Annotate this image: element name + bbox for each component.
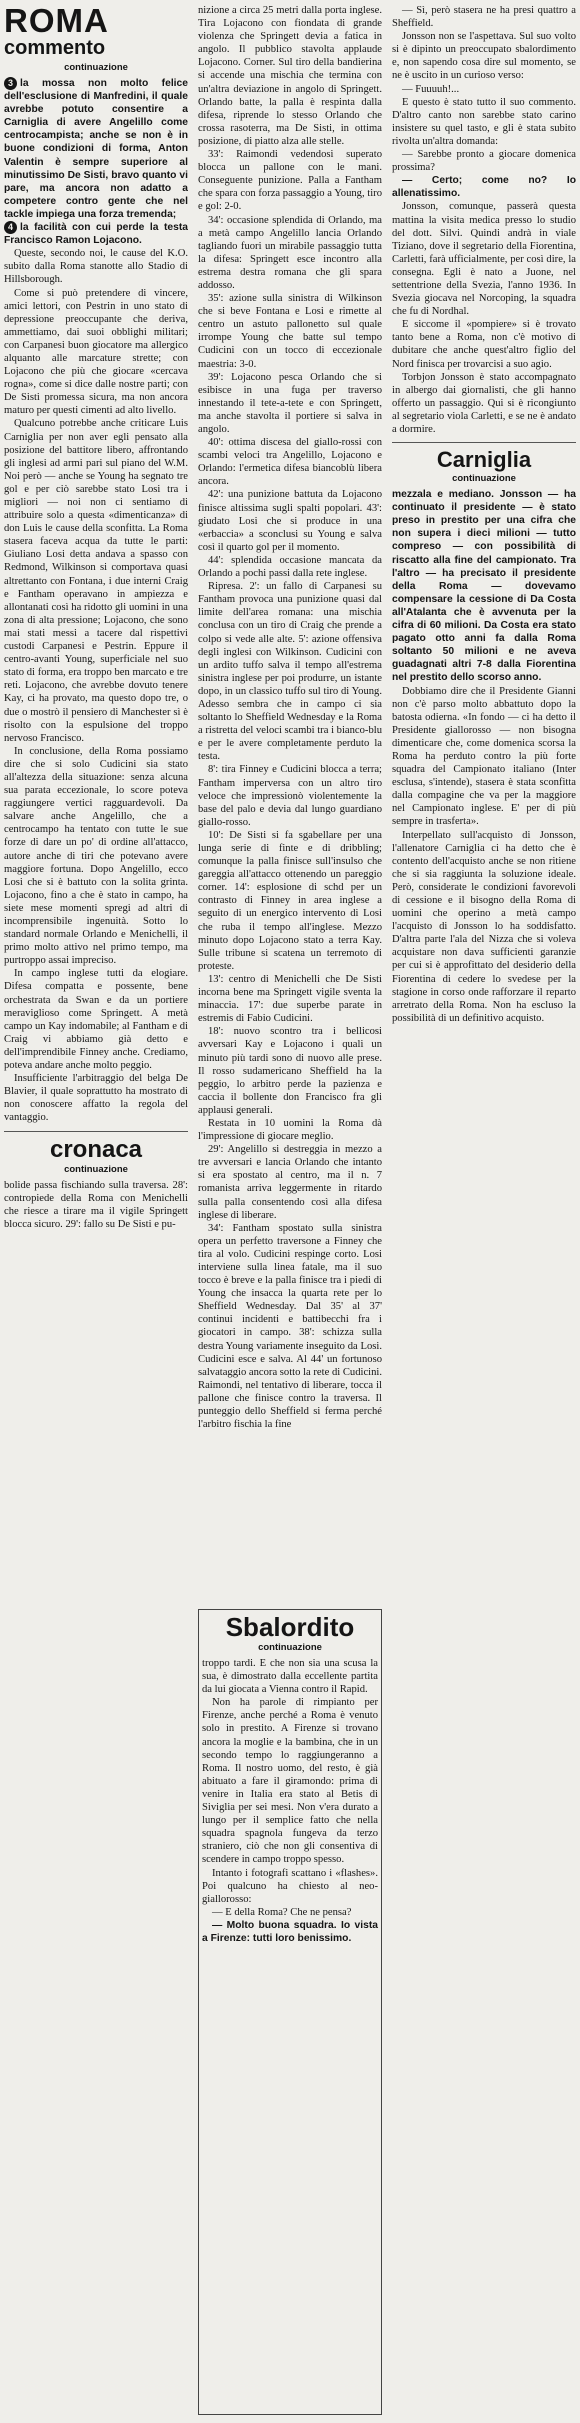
roma-headline: ROMA — [4, 4, 109, 39]
cronaca-paragraph: 29': Angelillo si destreggia in mezzo a tre avversari e lancia Orlando che intanto si era spostato al centro, ma il n. 7 romanista arriva leggermente in ritardo sulla palla consentendo così alla difesa inglese di liberare. — [198, 1144, 382, 1221]
commento-paragraph: In campo inglese tutti da elogiare. Difesa compatta e possente, bene orchestrata da Swan e da un portiere meraviglioso come Springett. A metà campo un Kay indomabile; al Fantham e di Craig vi abbiamo già detto e dell'imprendibile Finney anche. Crediamo, poteva andare anche molto peggio. — [4, 968, 188, 1072]
sbalordito-continued-paragraph: E questo è stato tutto il suo commento. D'altro canto non sarebbe stato carino insistere su quel tasto, e gli è stata subito rivolta un'altra domanda: — [392, 96, 576, 147]
sbalordito-continuazione-label: continuazione — [258, 1642, 322, 1653]
point-3-text: la mossa non molto felice dell'esclusione di Manfredini, il quale avrebbe potuto consentire a Carniglia di avere Angelillo come centrocampista; anche se non è in buone condizioni di forma, Anton Valentin è sempre superiore al minutissimo De Sisti, bravo quanto vi pare, ma ancora non adatto a competere contro gente che nel tackle impiega una forza tremenda; — [4, 78, 188, 220]
column-1 — [4, 4, 188, 2415]
carniglia-paragraph: Interpellato sull'acquisto di Jonsson, l'allenatore Carniglia ci ha detto che è contento dell'acquisto anche se non ritiene che si sia raggiunta la soluzione ideale. Però, considerate le condizioni favorevoli di cessione e il bisogno della Roma di uomini che operino a metà campo l'acquisto di Jonsson lo ha soddisfatto. D'altra parte l'ala del Nizza che si voleva acquistare non dava sufficienti garanzie per cui si è approfittato del desiderio della Fiorentina di cedere lo svedese per la stagione in corso onde rafforzare il reparto arretrato della Roma. Non ha escluso la possibilità di un definitivo acquisto. — [392, 829, 576, 1024]
commento-paragraph: Come si può pretendere di vincere, amici lettori, con Pestrin in uno stato di depressione preoccupante che deriva, ammettiamo, dai suoi obblighi militari; con Carpanesi buon giocatore ma allergico alquanto alle marcature strette; con Lojacono che più che giocare «cercava rogna», come si dice dalle nostre parti; con De Sisti promessa sicura, ma non ancora maturo per questi cimenti ad alto livello. — [4, 287, 188, 417]
cronaca-paragraph: nizione a circa 25 metri dalla porta inglese. Tira Lojacono con fiondata di grande violenza che Springett devia a fatica in angolo. Il pubblico stavolta applaude Lojacono. Corner. Sul tiro della bandierina si accende una mischia che termina con un'altra deviazione in angolo di Springett. Orlando batte, la palla è respinta dalla difesa, riprende lo stesso Orlando che crossa rasoterra, ma De Sisti, in ottima posizione, di piatto alza alle stelle. — [198, 5, 382, 147]
cronaca-paragraph: 42': una punizione battuta da Lojacono finisce altissima sugli spalti popolari. 43': giudato Losi che si produce in una «erbaccia» a sconclusi su Young e salva così il quarto gol per il momento. — [198, 489, 382, 553]
carniglia-paragraph: Dobbiamo dire che il Presidente Gianni non c'è parso molto abbattuto dopo la batosta odierna. «In fondo — ci ha detto il Presidente giallorosso — non bisogna dimenticare che, come domenica scorsa la Roma ha perduto contro la più forte squadra del Campionato italiano (Inter esclusa, s'intende), stasera è stata sconfitta dalla compagine che va per la maggiore nel Campionato inglese. E' per di più sempre in trasferta». — [392, 685, 576, 828]
number-3-badge: 3 — [4, 77, 17, 90]
section-divider — [392, 442, 576, 443]
sbalordito-paragraph: — E della Roma? Che ne pensa? — [212, 1906, 352, 1918]
continuazione-label: continuazione — [64, 62, 128, 73]
cronaca-paragraph: 34': occasione splendida di Orlando, ma a metà campo Angelillo lancia Orlando tagliando fuori un mirabile passaggio tutta la difesa: Springett esce incontro alla estrema destra romana che gli spara addosso. — [198, 214, 382, 291]
cronaca-paragraph: bolide passa fischiando sulla traversa. 28': contropiede della Roma con Menichelli che riesce a tirare ma il vigile Springett blocca sicuro. 29': fallo su De Sisti e pu- — [4, 1179, 188, 1230]
commento-paragraph: Queste, secondo noi, le cause del K.O. subito dalla Roma stanotte allo Stadio di Hillsborough. — [4, 248, 188, 286]
newspaper-page — [4, 4, 576, 2415]
column-2 — [198, 4, 382, 2415]
cronaca-paragraph: 18': nuovo scontro tra i bellicosi avversari Kay e Lojacono i quali un minuto più tardi sono di nuovo alle prese. Il rosso sudamericano Sheffield ha la peggio, lo arbitro perde la pazienza e caccia il bollente don Francisco fra gli applausi generali. — [198, 1026, 382, 1116]
cronaca-paragraph: 34': Fantham spostato sulla sinistra opera un perfetto traversone a Finney che tira al volo. Cudicini respinge corto. Losi interviene sulla linea fatale, ma il suo tocco è breve e la palla finisce tra i piedi di Young che insacca la quarta rete per lo Sheffield Wednesday. Dal 35' al 37' continui incidenti e battibecchi fra i giocatori in campo. 38': schizza sulla destra Young variamente inseguito da Losi. Cudicini esce e salva. Al 44' un fortunoso salvataggio ancora sotto la rete di Cudicini. Raimondi, nel tentativo di liberare, tocca il pallone che finisce contro la traversa. Il punteggio dello Sheffield si ferma perché l'arbitro fischia la fine — [198, 1222, 382, 1431]
sbalordito-paragraph: Non ha parole di rimpianto per Firenze, anche perché a Roma è venuto solo in prestito. A Firenze si trovano ancora la moglie e la bambina, che in un secondo tempo lo raggiungeranno a Roma. Il nostro uomo, del resto, è già abituato a fare il giramondo: prima di venire in Italia era stato al Betis di Siviglia per sei mesi. Non v'era durato a lungo per il semplice fatto che nella squadra spagnola fungeva da terzo straniero, ciò che non gli consentiva di scendere in campo troppo spesso. — [202, 1697, 378, 1866]
cronaca-paragraph: Ripresa. 2': un fallo di Carpanesi su Fantham provoca una punizione quasi dal limite dell'area romana: una mischia conclusa con un tiro di Craig che prende a colpo si vede alle alte. 5': azione offensiva degli inglesi con Wilkinson. Cudicini con un ardito tuffo salva il tempo all'estrema sinistra inglese per poi produrre, un istante dopo, in un classico tuffo sul tiro di Young. Adesso sembra che in campo ci sia soltanto lo Sheffield Wednesday e la Roma a ristretta del veloci scambi tra i bianco-blu e per le avere completamente perduto la testa. — [198, 581, 382, 763]
sbalordito-paragraph: Intanto i fotografi scattano i «flashes». Poi qualcuno ha chiesto al neo-giallorosso: — [202, 1867, 378, 1905]
sbalordito-paragraph: troppo tardi. E che non sia una scusa la sua, è dimostrato dalla eccellente partita da lui giocata a Vienna contro il Rapid. — [202, 1658, 378, 1696]
sbalordito-continued-paragraph: Jonsson non se l'aspettava. Sul suo volto si è dipinto un preoccupato sbalordimento e, non sapendo cosa dire sul momento, se ne è uscito in un curioso verso: — [392, 31, 576, 82]
sbalordito-continued-paragraph: — Sì, però stasera ne ha presi quattro a Sheffield. — [392, 5, 576, 30]
carniglia-headline: Carniglia — [436, 447, 532, 473]
section-divider — [4, 1131, 188, 1132]
cronaca-paragraph: 40': ottima discesa del giallo-rossi con scambi veloci tra Angelillo, Lojacono e Orlando: l'ermetica difesa biancoblù libera ancora. — [198, 437, 382, 488]
carniglia-continuazione-label: continuazione — [452, 473, 516, 485]
commento-paragraph: In conclusione, della Roma possiamo dire che si solo Cudicini sia stato all'altezza della situazione: senza alcuna sua parata eccezionale, lo score poteva raggiungere vertici ragguardevoli. Da salvare anche Angelillo, che a centrocampo ha tentato con tutte le sue forze di dare un po' di ordine all'attacco, autore anche di tiri che potevano avere maggiore fortuna. Dopo Angelillo, ecco Losi che si è battuto con la solita grinta. Lojacono, fino a che è stato in campo, ha siete mese momenti spregi ad altri di incomprensibile ingenuità. Sotto lo standard normale Orlando e Menichelli, il primo molto attivo nel primo tempo, ma purtroppo assai impreciso. — [4, 745, 188, 967]
cronaca-paragraph: 13': centro di Menichelli che De Sisti incorna bene ma Springett vigile sventa la minaccia. 17': due superbe parate in estremis di Fabio Cudicini. — [198, 973, 382, 1025]
cronaca-paragraph: 39': Lojacono pesca Orlando che si esibisce in una fuga per traverso innestando il tete-a-tete e con Springett, ma anche stavolta il portiere si salva in angolo. — [198, 371, 382, 435]
sbalordito-continued-paragraph: Torbjon Jonsson è stato accompagnato in albergo dai giornalisti, che gli hanno offerto un passaggio. Qui si è ricongiunto al segretario viola Carletti, e se ne è andato a dormire. — [392, 371, 576, 435]
cronaca-paragraph: Restata in 10 uomini la Roma dà l'impressione di giocare meglio. — [198, 1117, 382, 1143]
point-4-text: la facilità con cui perde la testa Francisco Ramon Lojacono. — [4, 222, 188, 247]
commento-subheadline: commento — [4, 37, 106, 59]
commento-paragraph: Qualcuno potrebbe anche criticare Luis Carniglia per non aver egli pensato alla posizione del battitore libero, affrontando gli inglesi ad armi pari sul piano del W.M. Noi però — anche se Young ha segnato tre gol e per ciò sarebbe stato Losi tra i migliori — noi non ci sentiamo di attribuire solo a questa «dimenticanza» di don Luis le cause della sconfitta. La Roma stasera faceva acqua da tutte le parti: Giuliano Losi detta andava a spasso con Redmond, Wilkinson si comportava quasi altrettanto con Fontana, i due interni Craig e Fantham operavano in ampiezza e allontanati così ha ridotto gli uomini in una zona di alta pressione; Lojacono, che sono mai stati messi a tacere dal rispettivi custodi Carpanesi e Pestrin. Eppure il centro-avanti Young, superficiale nel suo stato di forma, era troppo ben marcato e tre reti. Lojacono, che avrebbe dovuto tenere Kay, ci ha provato, ma questo dopo tre, o due o mostrò il pensiero di Manchester sì è risolto con la espulsione del troppo nervoso Francisco. — [4, 418, 188, 744]
column-3 — [392, 4, 576, 2415]
sbalordito-paragraph: — Molto buona squadra. Io vista a Firenze: tutti loro benissimo. — [202, 1919, 378, 1944]
cronaca-continuazione-label: continuazione — [64, 1163, 128, 1175]
sbalordito-continued-paragraph: — Sarebbe pronto a giocare domenica prossima? — [392, 149, 576, 174]
cronaca-paragraph: 44': splendida occasione mancata da Orlando a pochi passi dalla rete inglese. — [198, 554, 382, 580]
sbalordito-continued-paragraph: Jonsson, comunque, passerà questa mattina la visita medica presso lo studio del dott. Silvi. Quindi andrà in viale Tiziano, dove il segretario della Fiorentina, Carletti, farà ufficialmente, per così dire, la consegna. Egli è nato a Juone, nel settentrione della Svezia, l'anno 1936. In Svezia giocava nel Norcoping, la squadra che fu di Nordhal. — [392, 201, 576, 318]
point-4 — [4, 221, 188, 247]
sbalordito-continued-paragraph: — Certo; come no? Io allenatissimo. — [392, 175, 576, 200]
sbalordito-headline: Sbalordito — [225, 1612, 355, 1642]
point-3 — [4, 77, 188, 221]
cronaca-paragraph: 35': azione sulla sinistra di Wilkinson che si beve Fontana e Losi e rimette al centro un astuto pallonetto sul quale irrompe Young che batte sul tempo Cudicini con un tocco di eccezionale maestria: 3-0. — [198, 293, 382, 370]
cronaca-headline: cronaca — [49, 1135, 143, 1163]
number-4-badge: 4 — [4, 221, 17, 234]
commento-paragraph: Insufficiente l'arbitraggio del belga De Blavier, il quale soprattutto ha mostrato di non conoscere affatto la regola del vantaggio. — [4, 1073, 188, 1124]
sbalordito-box — [198, 1609, 382, 2415]
carniglia-paragraph: mezzala e mediano. Jonsson — ha continuato il presidente — è stato preso in prestito per una cifra che non supera i dieci milioni — tutto compreso — con possibilità di riscatto alla fine del campionato. Tra l'altro — ha precisato il presidente della Roma — dovevamo compensare la cessione di Da Costa all'Atalanta che è avvenuta per la cifra di 60 milioni. Da Costa era stato pagato otto anni fa dalla Roma soltanto 50 milioni e ne aveva guadagnati altri 7-8 dalla Fiorentina nel prestito dello scorso anno. — [392, 489, 576, 684]
sbalordito-continued-paragraph: E siccome il «pompiere» si è trovato tanto bene a Roma, non c'è motivo di dubitare che anche quest'altro figlio del Nord finisca per trovarcisi a suo agio. — [392, 319, 576, 370]
cronaca-paragraph: 10': De Sisti si fa sgabellare per una lunga serie di finte e di dribbling; comunque la palla finisce sull'insulso che gareggia all'attacco ottenendo un pareggio corner. 14': esplosione di schd per un contrasto di Finney in area inglese a seguito di un energico intervento di Losi che ruba il tempo all'inglese. Mezzo minuto dopo Lojacono stato a terra Kay. Sulle tribune si scatena un terremoto di proteste. — [198, 829, 382, 972]
cronaca-paragraph: 8': tira Finney e Cudicini blocca a terra; Fantham imperversa con un altro tiro veloce che impressionò violentemente la base del palo e devia dal lungo guardiano giallo-rosso. — [198, 764, 382, 828]
cronaca-paragraph: 33': Raimondi vedendosi superato blocca un pallone con le mani. Conseguente punizione. Palla a Fantham che spara con forza passaggio a Young, tiro e gol: 2-0. — [198, 149, 382, 213]
sbalordito-continued-paragraph: — Fuuuuh!... — [402, 83, 460, 95]
